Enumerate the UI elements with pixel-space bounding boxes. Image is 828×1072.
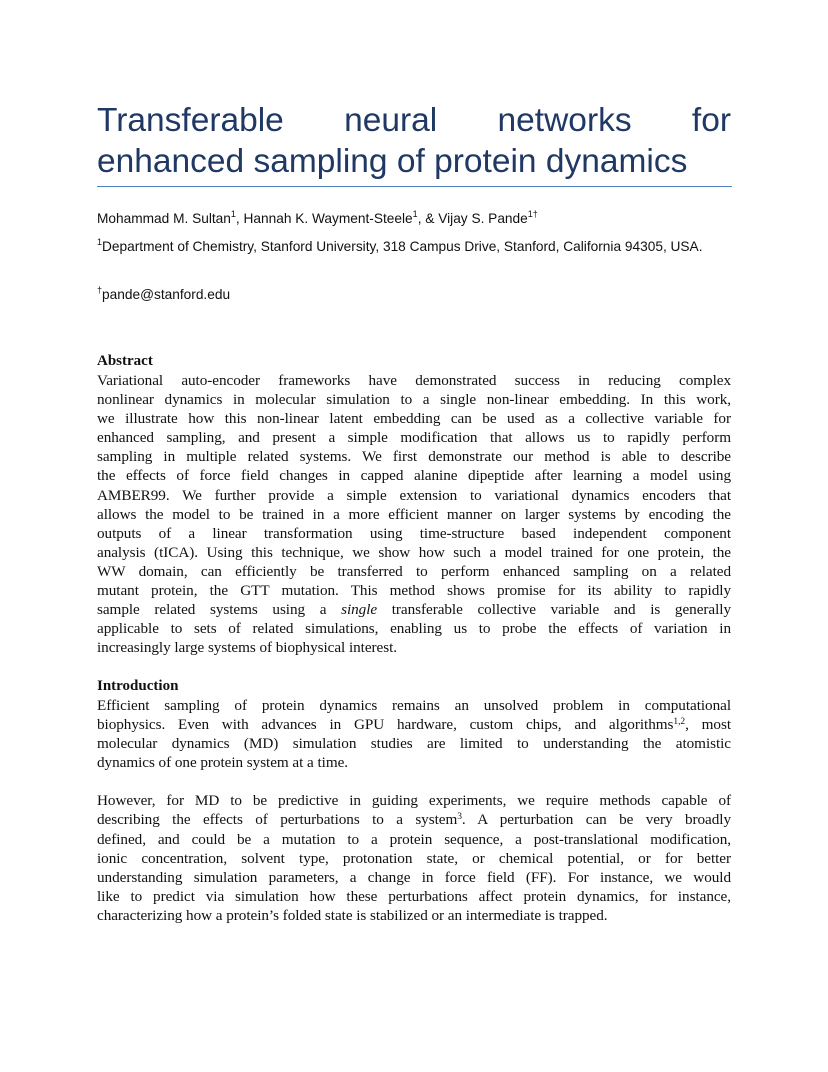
author-list xyxy=(97,209,737,229)
paper-title xyxy=(97,100,731,182)
author-name: , & Vijay S. Pande xyxy=(417,211,528,226)
corresponding-email xyxy=(97,285,733,305)
affiliation-text: Department of Chemistry, Stanford University, 318 Campus Drive, Stanford, California 94305, USA. xyxy=(102,239,703,254)
introduction-section xyxy=(97,677,731,925)
email-sup: † xyxy=(97,285,103,295)
author-name: Mohammad M. Sultan xyxy=(97,211,231,226)
abstract-section xyxy=(97,352,731,657)
intro-line xyxy=(97,715,731,734)
abstract-line xyxy=(97,600,731,619)
title-line-1: Transferable neural networks for xyxy=(97,102,731,139)
abstract-body xyxy=(97,371,731,657)
affiliation-sup: 1 xyxy=(97,237,103,247)
intro-line: understanding simulation parameters, a change in force field (FF). For instance, we would xyxy=(97,868,731,886)
abstract-emphasis: single xyxy=(341,601,378,619)
author-affil-sup: 1 xyxy=(230,209,236,219)
abstract-line: nonlinear dynamics in molecular simulation to a single non-linear embedding. In this work, xyxy=(97,391,731,409)
intro-line: molecular dynamics (MD) simulation studies are limited to understanding the atomistic xyxy=(97,735,731,753)
introduction-paragraph-2 xyxy=(97,791,731,925)
intro-line: characterizing how a protein’s folded state is stabilized or an intermediate is trapped. xyxy=(97,906,608,924)
intro-line: ionic concentration, solvent type, protonation state, or chemical potential, or for better xyxy=(97,849,731,867)
intro-line: Efficient sampling of protein dynamics remains an unsolved problem in computational xyxy=(97,697,731,714)
intro-text: biophysics. Even with advances in GPU hardware, custom chips, and algorithms xyxy=(97,716,674,734)
abstract-heading: Abstract xyxy=(97,353,153,369)
abstract-line: allows the model to be trained in a more efficient manner on larger systems by encoding the xyxy=(97,505,731,523)
intro-text: . A perturbation can be very broadly xyxy=(461,811,731,829)
abstract-line: the effects of force field changes in capped alanine dipeptide after learning a model using xyxy=(97,467,731,485)
affiliation xyxy=(97,237,733,257)
introduction-paragraph-1 xyxy=(97,696,731,772)
abstract-line: applicable to sets of related simulations, enabling us to probe the effects of variation in xyxy=(97,620,731,638)
abstract-line: sampling in multiple related systems. We first demonstrate our method is able to describe xyxy=(97,448,731,466)
intro-line xyxy=(97,810,731,829)
abstract-text: sample related systems using a xyxy=(97,601,342,619)
abstract-text: transferable collective variable and is generally xyxy=(377,601,731,619)
intro-line: dynamics of one protein system at a time. xyxy=(97,754,349,772)
author-name: , Hannah K. Wayment-Steele xyxy=(235,211,413,226)
author-affil-sup: 1† xyxy=(527,209,538,219)
intro-line: However, for MD to be predictive in guiding experiments, we require methods capable of xyxy=(97,792,731,810)
title-line-2: enhanced sampling of protein dynamics xyxy=(97,143,688,180)
abstract-line: enhanced sampling, and present a simple modification that allows us to rapidly perform xyxy=(97,429,731,447)
abstract-line: we illustrate how this non-linear latent embedding can be used as a collective variable for xyxy=(97,410,731,428)
abstract-line: Variational auto-encoder frameworks have demonstrated success in reducing complex xyxy=(97,372,731,389)
citation-ref: 3 xyxy=(457,812,462,823)
abstract-line: AMBER99. We further provide a simple extension to variational dynamics encoders that xyxy=(97,486,731,504)
intro-line: defined, and could be a mutation to a protein sequence, a post-translational modification, xyxy=(97,830,731,848)
abstract-line: increasingly large systems of biophysical interest. xyxy=(97,639,398,657)
intro-text: describing the effects of perturbations to a system xyxy=(97,811,458,829)
email-text: pande@stanford.edu xyxy=(102,287,231,302)
abstract-line: mutant protein, the GTT mutation. This method shows promise for its ability to rapidly xyxy=(97,582,731,600)
abstract-line: outputs of a linear transformation using time-structure based independent component xyxy=(97,524,731,542)
introduction-heading: Introduction xyxy=(97,678,179,694)
citation-ref: 1,2 xyxy=(673,717,686,728)
intro-line: like to predict via simulation how these perturbations affect protein dynamics, for instance, xyxy=(97,887,731,905)
abstract-line: analysis (tICA). Using this technique, we show how such a model trained for one protein, the xyxy=(97,543,731,561)
title-underline xyxy=(97,186,732,187)
abstract-line: WW domain, can efficiently be transferred to perform enhanced sampling on a related xyxy=(97,562,731,580)
intro-text: , most xyxy=(685,716,731,734)
author-affil-sup: 1 xyxy=(412,209,418,219)
